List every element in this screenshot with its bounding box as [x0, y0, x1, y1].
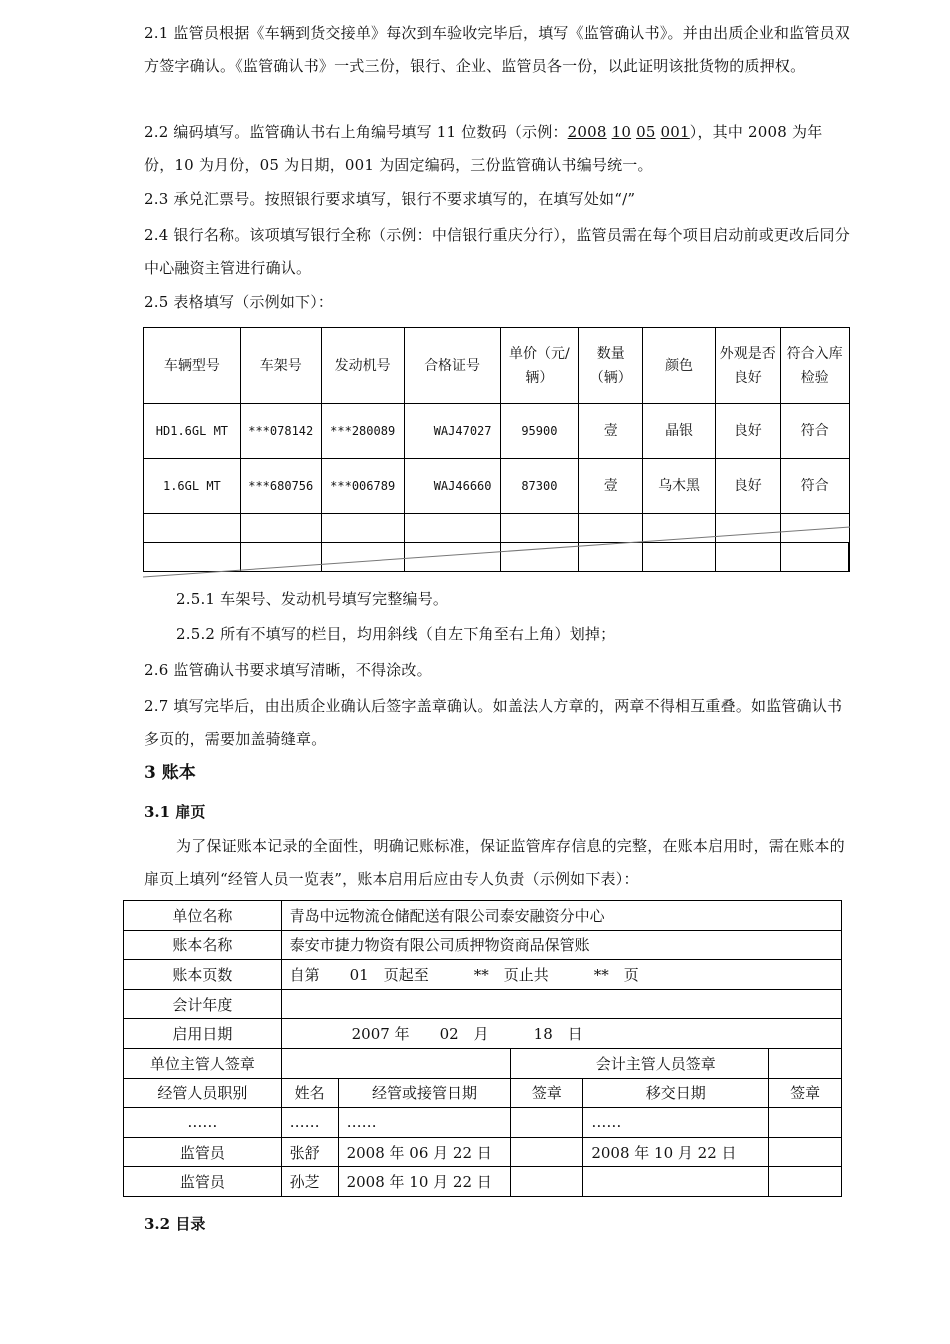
table-header-cell: 车架号 [240, 328, 321, 404]
table-row [124, 1019, 842, 1049]
table-cell: ***078142 [240, 404, 321, 459]
table-header-cell: 车辆型号 [144, 328, 241, 404]
paragraph-2-1: 2.1 监管员根据《车辆到货交接单》每次到车验收完毕后，填写《监管确认书》。并由出质企业和监管员双方签字确认。《监管确认书》一式三份，银行、企业、监管员各一份，以此证明该批货物的质押权。 [144, 24, 850, 75]
table-cell: …… [281, 1108, 338, 1138]
table-cell [511, 1167, 583, 1197]
table-cell: 符合 [780, 459, 849, 514]
table-cell: 良好 [715, 404, 780, 459]
table-cell [511, 1137, 583, 1167]
table-cell: WAJ47027 [404, 404, 500, 459]
section-heading-3-2: 3.2 目录 [144, 1215, 206, 1233]
table-header-cell: 合格证号 [404, 328, 500, 404]
table-cell: 2008 年 06 月 22 日 [338, 1137, 511, 1167]
table-header-cell: 数量（辆） [579, 328, 643, 404]
table-row [124, 1137, 842, 1167]
table-header-cell: 经管人员职别 [124, 1078, 282, 1108]
table-header-cell: 签章 [769, 1078, 842, 1108]
table-header-cell: 移交日期 [583, 1078, 769, 1108]
table-header-cell: 单价（元/辆） [500, 328, 579, 404]
accounting-head-seal-label: 会计主管人员签章 [511, 1048, 769, 1078]
vehicle-table [143, 327, 850, 572]
table-cell: 壹 [579, 459, 643, 514]
table-row-empty [144, 514, 850, 543]
table-cell [579, 543, 643, 572]
code-example-year: 2008 [567, 123, 607, 141]
table-cell [144, 514, 241, 543]
code-example-month: 10 [611, 123, 632, 141]
section-heading-3-1: 3.1 扉页 [144, 803, 206, 821]
table-cell [240, 543, 321, 572]
paragraph-2-4: 2.4 银行名称。该项填写银行全称（示例：中信银行重庆分行），监管员需在每个项目启动前或更改后同分中心融资主管进行确认。 [144, 226, 850, 277]
unit-head-seal-value [281, 1048, 511, 1078]
table-cell [404, 514, 500, 543]
table-row [124, 901, 842, 931]
table-cell [769, 1167, 842, 1197]
table-cell: 良好 [715, 459, 780, 514]
table-cell [715, 543, 780, 572]
paragraph-2-7: 2.7 填写完毕后，由出质企业确认后签字盖章确认。如盖法人方章的，两章不得相互重叠。如监管确认书多页的，需要加盖骑缝章。 [144, 697, 843, 748]
code-example-day: 05 [636, 123, 656, 141]
table-row [124, 1048, 842, 1078]
table-row [144, 404, 850, 459]
table-cell: 符合 [780, 404, 849, 459]
table-cell: 87300 [500, 459, 579, 514]
table-header-cell: 符合入库检验 [780, 328, 849, 404]
staff-header-row [124, 1078, 842, 1108]
table-cell: ***006789 [321, 459, 404, 514]
paragraph-2-6: 2.6 监管确认书要求填写清晰，不得涂改。 [144, 661, 432, 679]
book-pages-label: 账本页数 [124, 960, 282, 990]
table-cell: 监管员 [124, 1167, 282, 1197]
table-cell: 晶银 [643, 404, 716, 459]
table-cell [500, 514, 579, 543]
accounting-head-seal-value [769, 1048, 842, 1078]
table-cell [511, 1108, 583, 1138]
table-row [124, 960, 842, 990]
fiscal-year-label: 会计年度 [124, 989, 282, 1019]
table-cell [583, 1167, 769, 1197]
table-row [124, 1108, 842, 1138]
table-cell: WAJ46660 [404, 459, 500, 514]
table-cell: 95900 [500, 404, 579, 459]
paragraph-2-5-2: 2.5.2 所有不填写的栏目，均用斜线（自左下角至右上角）划掉； [176, 625, 616, 643]
paragraph-2-2-intro: 2.2 编码填写。监管确认书右上角编号填写 11 位数码（示例： [144, 123, 568, 141]
table-cell: …… [124, 1108, 282, 1138]
table-cell: 乌木黑 [643, 459, 716, 514]
table-header-cell: 外观是否良好 [715, 328, 780, 404]
table-header-cell: 经管或接管日期 [338, 1078, 511, 1108]
table-cell: 孙芝 [281, 1167, 338, 1197]
unit-name-value: 青岛中远物流仓储配送有限公司泰安融资分中心 [281, 901, 841, 931]
table-cell [321, 543, 404, 572]
table-cell [769, 1137, 842, 1167]
start-date-value: 2007 年 02 月 18 日 [281, 1019, 841, 1049]
code-example-serial: 001 [660, 123, 690, 141]
paragraph-2-3: 2.3 承兑汇票号。按照银行要求填写，银行不要求填写的，在填写处如“/” [144, 190, 636, 208]
table-cell [240, 514, 321, 543]
vehicle-table-header-row [144, 328, 850, 404]
table-cell: ***680756 [240, 459, 321, 514]
table-cell [780, 543, 849, 572]
table-row [124, 989, 842, 1019]
table-cell [144, 543, 241, 572]
paragraph-2-5: 2.5 表格填写（示例如下）： [144, 293, 334, 311]
unit-head-seal-label: 单位主管人签章 [124, 1048, 282, 1078]
table-cell [715, 514, 780, 543]
paragraph-2-2 [144, 116, 850, 182]
table-header-cell: 姓名 [281, 1078, 338, 1108]
book-name-value: 泰安市捷力物资有限公司质押物资商品保管账 [281, 930, 841, 960]
ledger-staff-table [123, 900, 842, 1197]
table-cell: HD1.6GL MT [144, 404, 241, 459]
book-name-label: 账本名称 [124, 930, 282, 960]
table-cell: 2008 年 10 月 22 日 [583, 1137, 769, 1167]
paragraph-3-1: 为了保证账本记录的全面性，明确记账标准，保证监管库存信息的完整，在账本启用时，需在账本的扉页上填列“经管人员一览表”，账本启用后应由专人负责（示例如下表）： [144, 837, 845, 888]
table-cell [579, 514, 643, 543]
table-cell [404, 543, 500, 572]
book-pages-value: 自第 01 页起至 ** 页止共 ** 页 [281, 960, 841, 990]
paragraph-2-2-rest: ），其中 2008 为年份，10 为月份，05 为日期，001 为固定编码，三份监管确认书编号统一。 [144, 123, 823, 174]
table-header-cell: 签章 [511, 1078, 583, 1108]
table-row [144, 459, 850, 514]
table-cell [643, 543, 716, 572]
table-header-cell: 发动机号 [321, 328, 404, 404]
table-cell [769, 1108, 842, 1138]
table-cell [321, 514, 404, 543]
fiscal-year-value [281, 989, 841, 1019]
table-cell: 监管员 [124, 1137, 282, 1167]
start-date-label: 启用日期 [124, 1019, 282, 1049]
table-cell: ***280089 [321, 404, 404, 459]
table-header-cell: 颜色 [643, 328, 716, 404]
unit-name-label: 单位名称 [124, 901, 282, 931]
table-row [124, 1167, 842, 1197]
table-cell: 张舒 [281, 1137, 338, 1167]
paragraph-2-5-1: 2.5.1 车架号、发动机号填写完整编号。 [176, 590, 449, 608]
table-row [124, 930, 842, 960]
table-cell [780, 514, 849, 543]
table-cell [643, 514, 716, 543]
table-cell: …… [583, 1108, 769, 1138]
table-cell [500, 543, 579, 572]
table-cell: 2008 年 10 月 22 日 [338, 1167, 511, 1197]
table-row-empty [144, 543, 850, 572]
table-cell: 1.6GL MT [144, 459, 241, 514]
section-heading-3: 3 账本 [144, 763, 196, 783]
table-cell: …… [338, 1108, 511, 1138]
table-cell: 壹 [579, 404, 643, 459]
